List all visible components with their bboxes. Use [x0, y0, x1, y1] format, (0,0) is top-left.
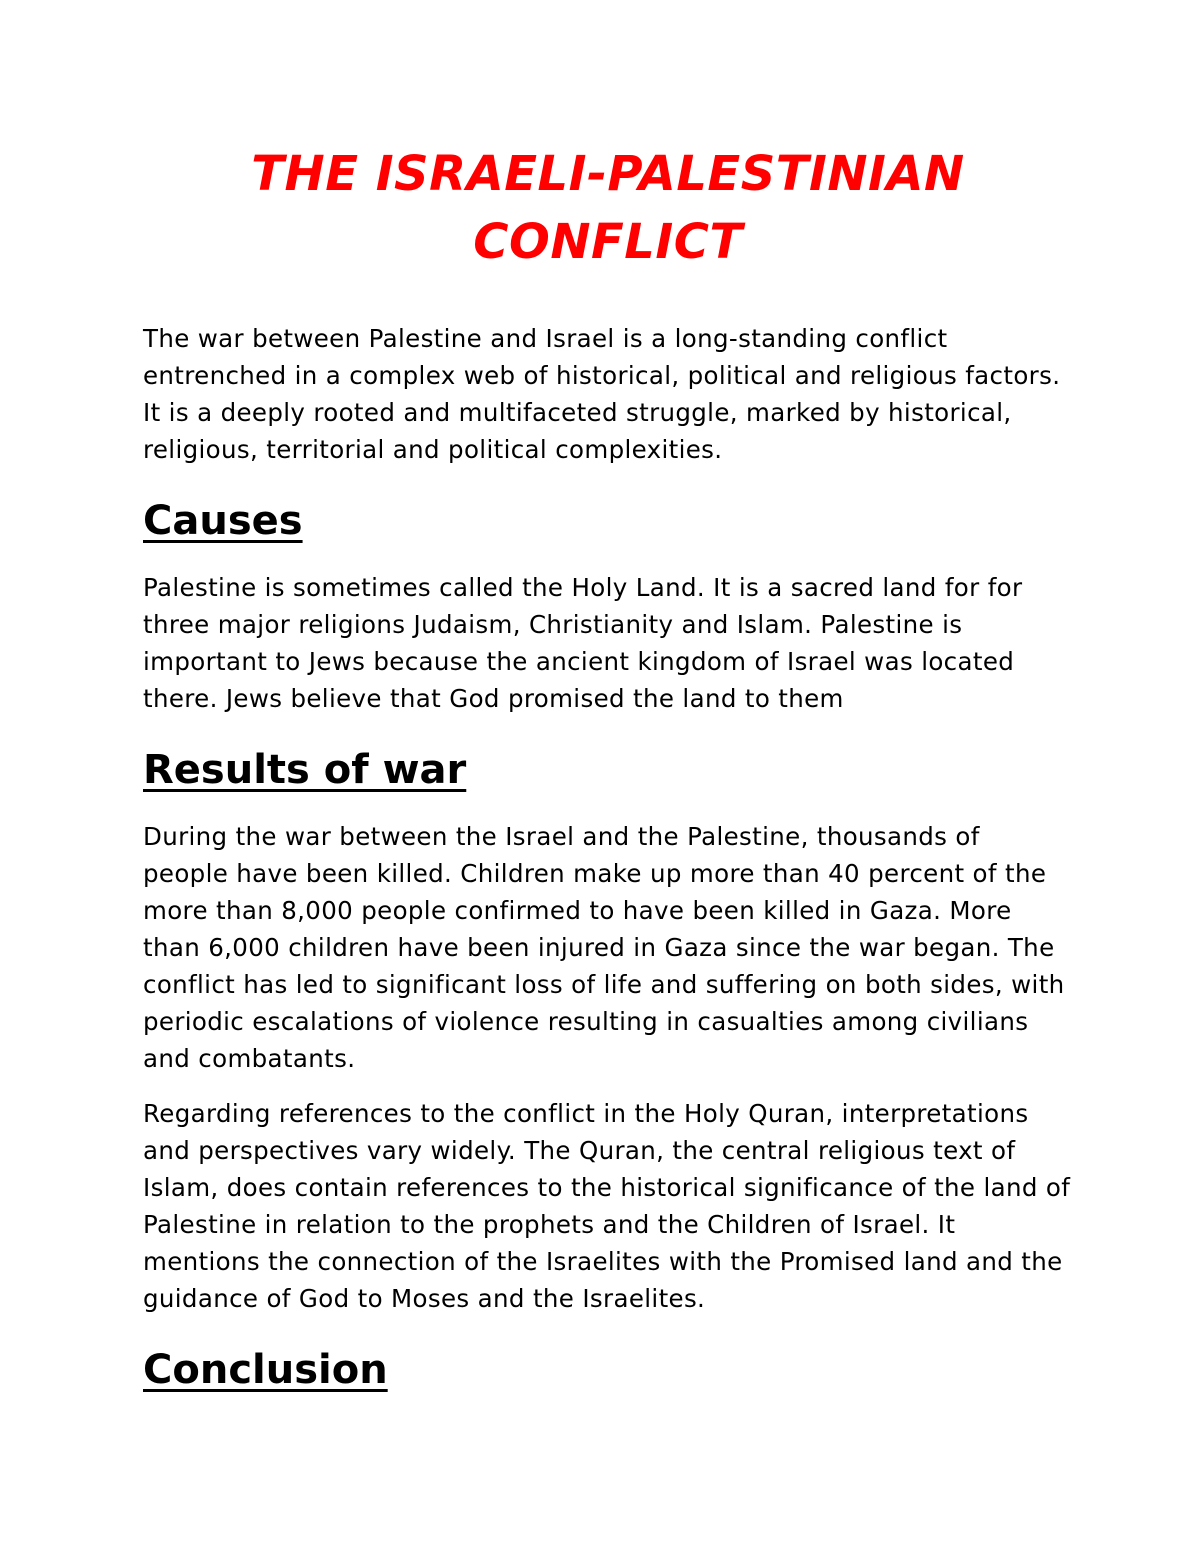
section-heading-results-of-war: Results of war — [143, 747, 467, 793]
intro-paragraph: The war between Palestine and Israel is a long-standing conflict entrenched in a complex web of historical, political and religious factors. It is a deeply rooted and multifaceted struggle, marked by historical, religious, territorial and political complexities. — [143, 324, 1061, 464]
results-paragraph-1: During the war between the Israel and the Palestine, thousands of people have been killed. Children make up more than 40 percent of the more than 8,000 people confirmed to have been killed in Gaza. More than 6,000 children have been injured in Gaza since the war began. The conflict has led to significant loss of life and suffering on both sides, with periodic escalations of violence resulting in casualties among civilians and combatants. — [143, 822, 1065, 1073]
section-heading-conclusion: Conclusion — [143, 1347, 388, 1393]
document-title-line-2: CONFLICT — [473, 214, 743, 270]
section-heading-causes: Causes — [143, 498, 303, 544]
results-paragraph-2: Regarding references to the conflict in the Holy Quran, interpretations and perspectives vary widely. The Quran, the central religious text of Islam, does contain references to the historical significance of the land of Palestine in relation to the prophets and the Children of Israel. It mentions the connection of the Israelites with the Promised land and the guidance of God to Moses and the Israelites. — [143, 1099, 1071, 1313]
causes-paragraph: Palestine is sometimes called the Holy Land. It is a sacred land for for three major religions Judaism, Christianity and Islam. Palestine is important to Jews because the ancient kingdom of Israel was located there. Jews believe that God promised the land to them — [143, 573, 1023, 713]
document-title — [143, 140, 1073, 276]
document-title-line-1: THE ISRAELI-PALESTINIAN — [251, 146, 965, 202]
document-page — [143, 140, 1073, 1393]
